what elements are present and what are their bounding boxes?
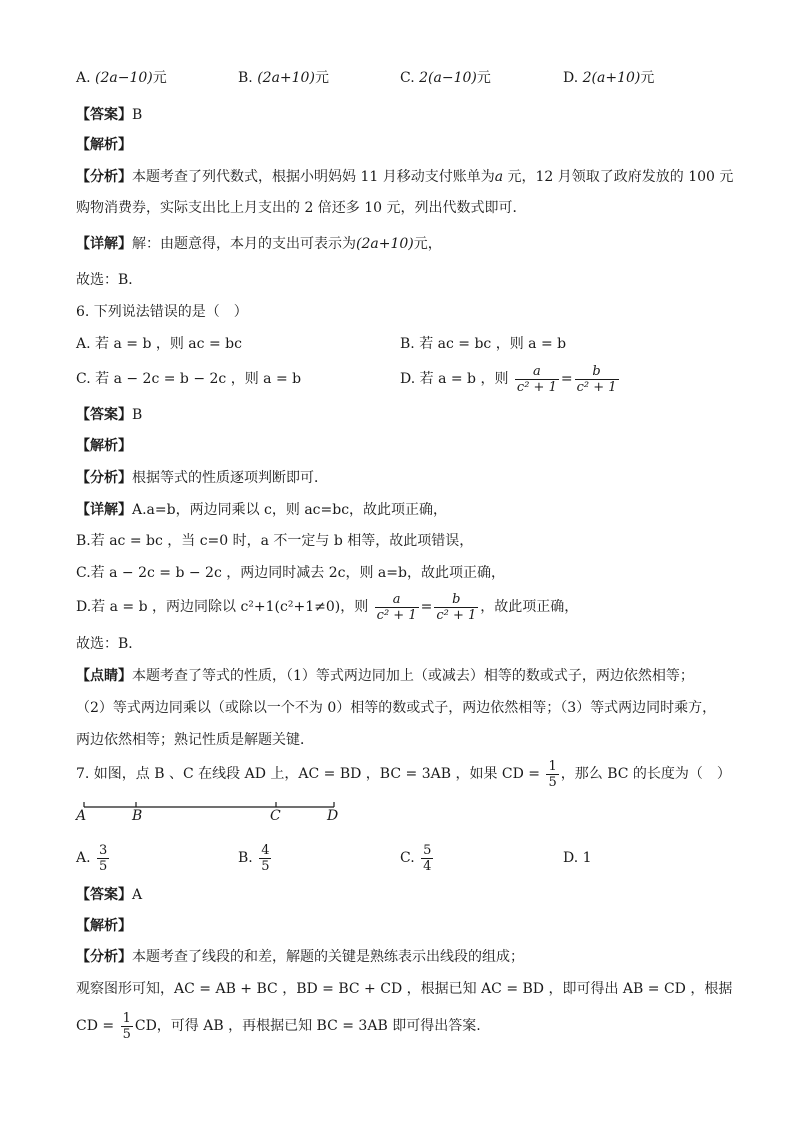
q6-dianjing-1 <box>76 666 718 686</box>
fraction <box>97 843 109 874</box>
q5-option-d <box>563 68 654 88</box>
option-label: A. <box>76 70 91 86</box>
option-label: D. <box>563 70 579 86</box>
numerator: 1 <box>122 1010 131 1026</box>
q5-fenxi-line-1 <box>76 167 734 187</box>
option-label: C. <box>400 850 415 866</box>
q5-option-c <box>400 68 491 88</box>
xiangjie-text: ，故此项正确， <box>480 599 579 615</box>
fraction <box>546 759 558 790</box>
q7-option-b <box>238 838 273 878</box>
q6-option-d <box>400 362 621 396</box>
q7-option-c <box>400 838 435 878</box>
fenxi-text: 本题考查了列代数式，根据小明妈妈 11 月移动支付账单为 <box>132 169 495 185</box>
q6-option-a: A. 若 a = b ，则 ac = bc <box>76 336 242 352</box>
option-label: C. <box>400 70 415 86</box>
q6-dianjing-2: （2）等式两边同乘以（或除以一个不为 0）相等的数或式子，两边依然相等；（3）等式两边同时乘方， <box>76 700 717 716</box>
q5-option-b <box>238 68 329 88</box>
option-label: B. <box>238 850 253 866</box>
numerator: 4 <box>261 842 270 858</box>
q7-observation-1: 观察图形可知，AC = AB + BC ，BD = BC + CD ，根据已知 AC = BD ，即可得出 AB = CD ，根据 <box>76 981 733 997</box>
point-label-a: A <box>76 808 87 824</box>
option-expression: (2a−10) <box>95 70 153 86</box>
denominator: 5 <box>261 858 270 874</box>
numerator: b <box>592 363 601 379</box>
numerator: a <box>392 591 401 607</box>
denominator: 5 <box>548 774 557 790</box>
option-expression: (2a+10) <box>257 70 315 86</box>
observation-text: CD = <box>76 1018 115 1034</box>
fraction <box>434 592 478 623</box>
q5-fenxi-line-2: 购物消费券，实际支出比上月支出的 2 倍还多 10 元，列出代数式即可． <box>76 200 527 216</box>
point-label-d: D <box>327 808 339 824</box>
q7-analysis-tag: 【解析】 <box>76 918 132 934</box>
q7-answer <box>76 885 718 905</box>
denominator: 5 <box>99 858 108 874</box>
xiangjie-expression: (2a+10) <box>356 236 414 252</box>
dianjing-text: 本题考查了等式的性质，（1）等式两边同加上（或减去）相等的数或式子，两边依然相等； <box>132 668 694 684</box>
q5-answer <box>76 105 718 125</box>
q5-option-a <box>76 68 167 88</box>
stem-text: ，那么 BC 的长度为（ ） <box>560 766 731 782</box>
fraction <box>259 843 271 874</box>
denominator: c² + 1 <box>376 607 417 623</box>
xiangjie-text: 元， <box>413 236 442 252</box>
answer-value: B <box>132 107 143 123</box>
option-unit: 元 <box>314 70 329 86</box>
q5-analysis-tag: 【解析】 <box>76 137 132 153</box>
answer-value: B <box>132 407 143 423</box>
xiangjie-tag: 【详解】 <box>76 502 132 518</box>
answer-tag: 【答案】 <box>76 107 132 123</box>
option-label: A. <box>76 850 91 866</box>
xiangjie-tag: 【详解】 <box>76 236 132 252</box>
fenxi-variable: a <box>494 169 504 185</box>
fraction <box>421 843 433 874</box>
q6-xiangjie-c: C.若 a − 2c = b − 2c ，两边同时减去 2c，则 a=b，故此项正确， <box>76 565 505 581</box>
q6-choose: 故选：B． <box>76 636 143 652</box>
fraction <box>121 1011 133 1042</box>
fenxi-text: 本题考查了线段的和差，解题的关键是熟练表示出线段的组成； <box>132 949 524 965</box>
xiangjie-text: 解：由题意得，本月的支出可表示为 <box>132 236 356 252</box>
numerator: a <box>533 363 541 379</box>
q6-answer <box>76 405 718 425</box>
xiangjie-text: D.若 a = b ，两边同除以 c²+1(c²+1≠0)，则 <box>76 599 369 615</box>
denominator: 5 <box>122 1026 131 1042</box>
q6-analysis-tag: 【解析】 <box>76 438 132 454</box>
q7-option-a <box>76 838 111 878</box>
option-expression: 2(a+10) <box>582 70 641 86</box>
fenxi-text: 元，12 月领取了政府发放的 100 元 <box>503 169 734 185</box>
q6-xiangjie-d <box>76 590 718 624</box>
equals-sign: = <box>420 599 433 615</box>
option-expression: 2(a−10) <box>419 70 477 86</box>
numerator: 3 <box>99 842 108 858</box>
q7-observation-2 <box>76 1006 718 1046</box>
equals-sign: = <box>560 371 573 387</box>
option-unit: 元 <box>476 70 491 86</box>
option-text: D. 若 a = b ，则 <box>400 371 509 387</box>
denominator: c² + 1 <box>436 607 477 623</box>
q5-xiangjie <box>76 234 718 254</box>
option-unit: 元 <box>640 70 655 86</box>
numerator: 5 <box>423 842 432 858</box>
denominator: c² + 1 <box>576 379 617 395</box>
q6-stem: 6. 下列说法错误的是（ ） <box>76 304 248 320</box>
fenxi-text: 根据等式的性质逐项判断即可． <box>132 470 328 486</box>
denominator: c² + 1 <box>516 379 557 395</box>
q7-stem <box>76 757 731 791</box>
numerator: b <box>452 591 461 607</box>
q6-options-cd <box>76 362 718 396</box>
q6-xiangjie-a <box>76 500 718 520</box>
q6-fenxi <box>76 468 718 488</box>
q6-option-c: C. 若 a − 2c = b − 2c ，则 a = b <box>76 371 302 387</box>
q6-option-b: B. 若 ac = bc ，则 a = b <box>400 336 567 352</box>
denominator: 4 <box>423 858 432 874</box>
option-label: B. <box>238 70 253 86</box>
stem-text: 7. 如图，点 B 、C 在线段 AD 上，AC = BD ，BC = 3AB ，如果 CD = <box>76 766 541 782</box>
dianjing-tag: 【点睛】 <box>76 668 132 684</box>
option-unit: 元 <box>152 70 167 86</box>
segment-figure <box>70 796 360 830</box>
observation-text: CD，可得 AB ，再根据已知 BC = 3AB 即可得出答案. <box>134 1018 481 1034</box>
fraction <box>375 592 419 623</box>
xiangjie-text: A.a=b，两边同乘以 c，则 ac=bc，故此项正确， <box>132 502 448 518</box>
q7-fenxi <box>76 947 718 967</box>
q6-xiangjie-b: B.若 ac = bc ，当 c=0 时，a 不一定与 b 相等，故此项错误， <box>76 533 474 549</box>
q7-options <box>76 838 718 878</box>
q6-dianjing-3: 两边依然相等；熟记性质是解题关键． <box>76 732 314 748</box>
point-label-c: C <box>270 808 281 824</box>
fraction <box>575 364 619 395</box>
numerator: 1 <box>548 758 557 774</box>
answer-tag: 【答案】 <box>76 407 132 423</box>
q5-choose: 故选：B． <box>76 272 143 288</box>
fraction <box>515 364 559 395</box>
fenxi-tag: 【分析】 <box>76 169 132 185</box>
q7-option-d: D. 1 <box>563 850 592 866</box>
fenxi-tag: 【分析】 <box>76 470 132 486</box>
point-label-b: B <box>132 808 143 824</box>
fenxi-tag: 【分析】 <box>76 949 132 965</box>
answer-tag: 【答案】 <box>76 887 132 903</box>
answer-value: A <box>132 887 143 903</box>
